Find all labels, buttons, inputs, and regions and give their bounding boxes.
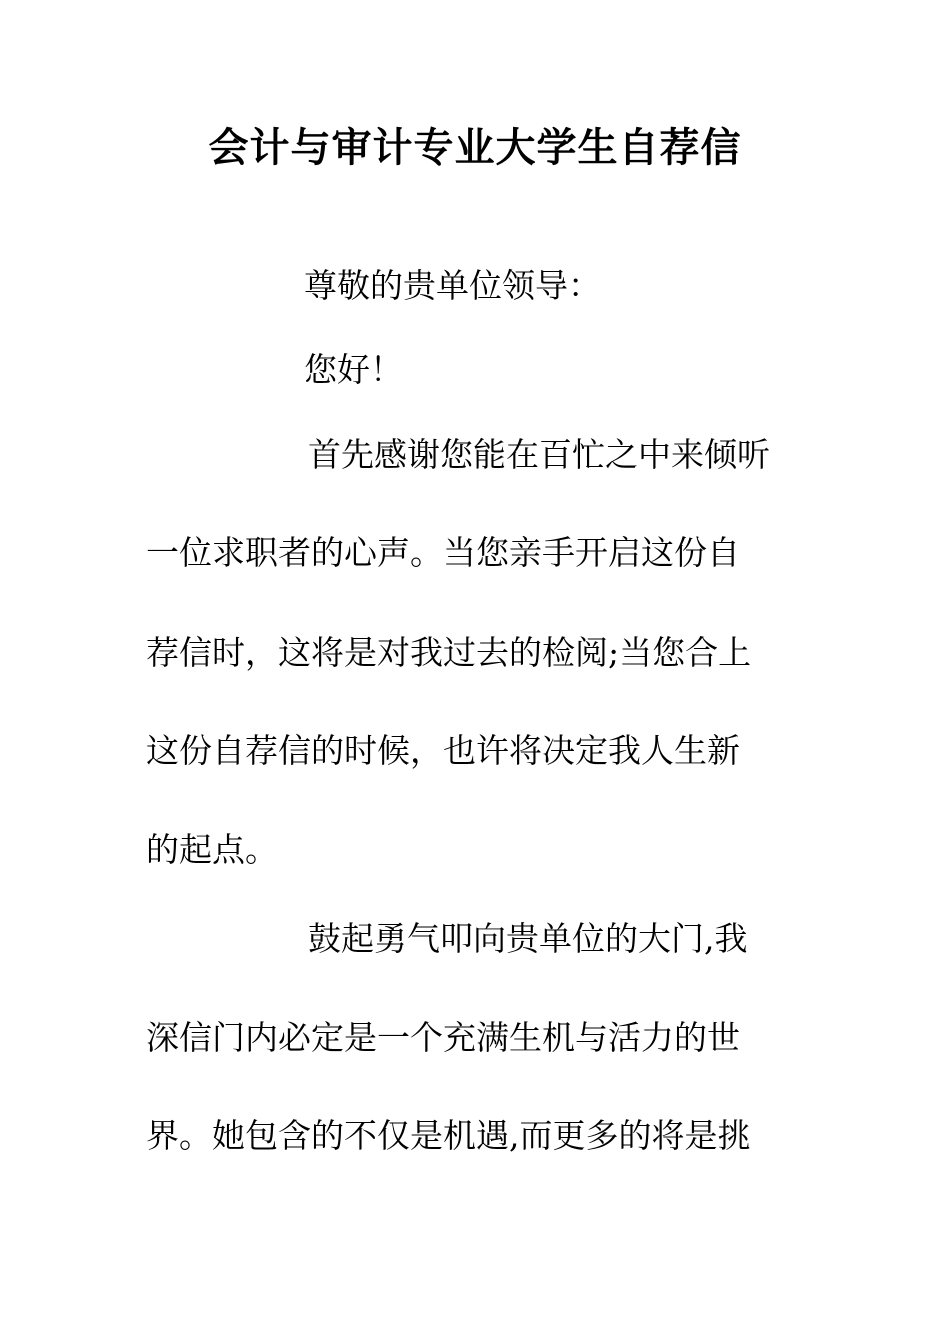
salutation: 尊敬的贵单位领导： <box>304 266 601 305</box>
document-title: 会计与审计专业大学生自荐信 <box>208 124 742 171</box>
paragraph-line: 一位求职者的心声。当您亲手开启这份自 <box>146 533 740 572</box>
greeting: 您好！ <box>304 350 403 389</box>
paragraph-line: 荐信时，这将是对我过去的检阅;当您合上 <box>146 633 752 672</box>
paragraph-line: 界。她包含的不仅是机遇,而更多的将是挑 <box>146 1116 751 1155</box>
paragraph-line: 这份自荐信的时候，也许将决定我人生新 <box>146 731 740 770</box>
paragraph-line: 鼓起勇气叩向贵单位的大门,我 <box>308 919 748 958</box>
paragraph-line: 深信门内必定是一个充满生机与活力的世 <box>146 1018 740 1057</box>
paragraph-line: 首先感谢您能在百忙之中来倾听 <box>308 435 770 474</box>
paragraph-line: 的起点。 <box>146 830 278 869</box>
